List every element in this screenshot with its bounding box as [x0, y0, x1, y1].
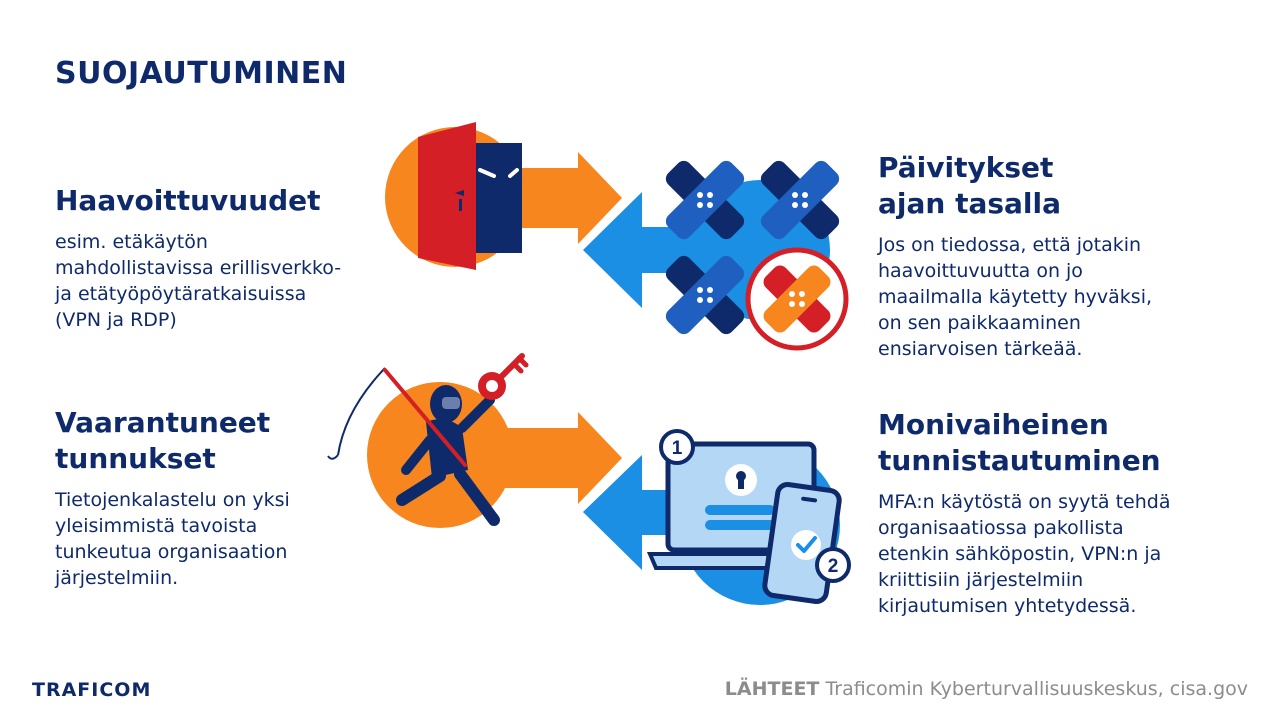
- missing-patch-icon: [748, 250, 846, 348]
- page-title: SUOJAUTUMINEN: [55, 56, 348, 91]
- phone-icon: [764, 483, 841, 603]
- sources-line: [725, 678, 1248, 700]
- heading-line: tunnukset: [55, 442, 216, 475]
- body-line: (VPN ja RDP): [55, 309, 177, 331]
- body-line: on sen paikkaaminen: [878, 312, 1081, 334]
- body-line: organisaatiossa pakollista: [878, 517, 1124, 539]
- body-line: yleisimmistä tavoista: [55, 515, 258, 537]
- body-line: etenkin sähköpostin, VPN:n ja: [878, 543, 1162, 565]
- step-number: 2: [827, 556, 839, 577]
- body-line: Jos on tiedossa, että jotakin: [878, 234, 1142, 256]
- step-number: 1: [671, 438, 683, 459]
- body-line: Tietojenkalastelu on yksi: [55, 489, 290, 511]
- sources-text: Traficomin Kyberturvallisuuskeskus, cisa.gov: [825, 678, 1248, 700]
- credentials-orange-arrow: [367, 382, 622, 528]
- body-line: esim. etäkäytön: [55, 231, 208, 253]
- body-line: kirjautumisen yhtetydessä.: [878, 595, 1137, 617]
- body-line: haavoittuvuutta on jo: [878, 260, 1083, 282]
- heading-line: Päivitykset: [878, 151, 1054, 184]
- traficom-logo: TRAFICOM: [32, 679, 152, 701]
- heading-line: Monivaiheinen: [878, 408, 1109, 441]
- open-door-icon: [418, 122, 522, 270]
- body-line: ensiarvoisen tärkeää.: [878, 338, 1083, 360]
- heading-line: ajan tasalla: [878, 187, 1061, 220]
- body-line: maailmalla käytetty hyväksi,: [878, 286, 1153, 308]
- heading-line: Haavoittuvuudet: [55, 184, 321, 217]
- body-line: ja etätyöpöytäratkaisuissa: [55, 283, 307, 305]
- body-line: MFA:n käytöstä on syytä tehdä: [878, 491, 1171, 513]
- body-line: järjestelmiin.: [55, 567, 179, 589]
- body-line: kriittisiin järjestelmiin: [878, 569, 1084, 591]
- heading-line: tunnistautuminen: [878, 444, 1161, 477]
- body-line: tunkeutua organisaation: [55, 541, 288, 563]
- sources-label: LÄHTEET: [724, 678, 820, 700]
- step-1-badge: [661, 431, 693, 463]
- heading-line: Vaarantuneet: [55, 406, 271, 439]
- body-line: mahdollistavissa erillisverkko-: [55, 257, 342, 279]
- step-2-badge: [817, 549, 849, 581]
